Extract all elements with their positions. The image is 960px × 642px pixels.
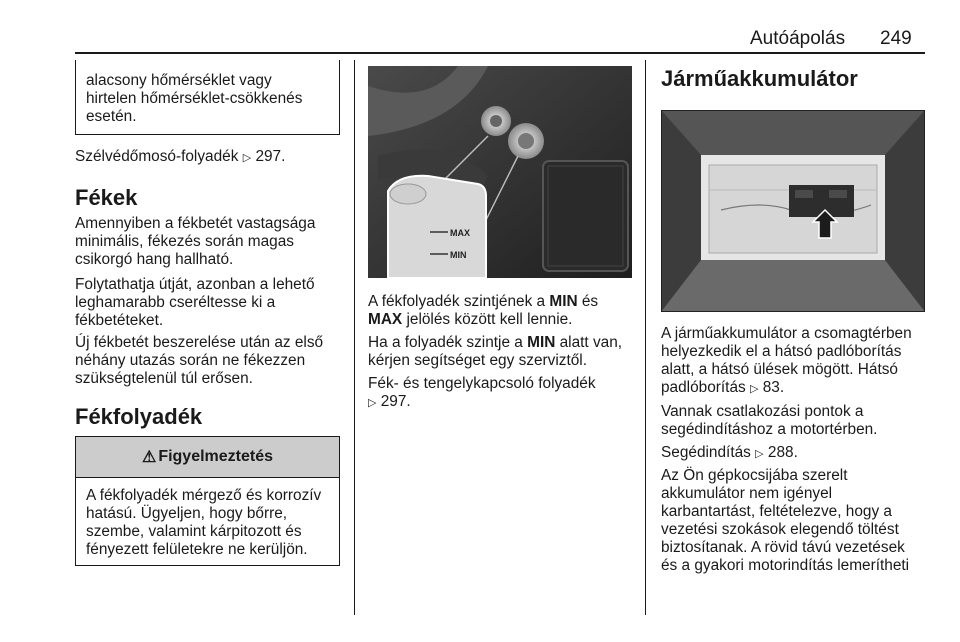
brakes-line: leghamarabb cseréltesse ki a xyxy=(75,294,276,311)
column-divider xyxy=(354,60,355,615)
warning-title: Figyelmeztetés xyxy=(158,448,274,465)
running-header-title: Autóápolás xyxy=(750,28,846,49)
arrow-ref-icon: ▷ xyxy=(750,382,759,395)
arrow-ref-icon: ▷ xyxy=(755,447,764,460)
header-rule xyxy=(75,52,925,54)
brakes-line: Új fékbetét beszerelése után az első xyxy=(75,334,324,351)
low-level-line: kérjen segítséget egy szerviztől. xyxy=(368,352,587,369)
battery-line: alatt, a hátsó ülések mögött. Hátsó xyxy=(661,361,898,378)
box-line: alacsony hőmérséklet vagy xyxy=(86,72,272,89)
low-level-line: Ha a folyadék szintje a MIN alatt van, xyxy=(368,334,623,351)
page-number: 249 xyxy=(880,28,912,49)
jump-start-reference: Segédindítás ▷ 288. xyxy=(661,444,798,461)
max-label: MAX xyxy=(368,311,403,328)
washer-text: Szélvédőmosó-folyadék xyxy=(75,148,239,165)
arrow-ref-icon: ▷ xyxy=(368,396,377,409)
battery-line: Vannak csatlakozási pontok a xyxy=(661,403,864,420)
column-divider xyxy=(645,60,646,615)
brakes-line: Folytathatja útját, azonban a lehető xyxy=(75,276,315,293)
washer-fluid-reference xyxy=(75,148,285,167)
brakes-line: fékbetéteket. xyxy=(75,312,164,329)
continued-warning-box xyxy=(75,60,340,135)
battery-line: és a gyakori motorindítás lemerítheti xyxy=(661,557,910,574)
battery-line: karbantartást, feltételezve, hogy a xyxy=(661,503,892,520)
box-line: esetén. xyxy=(86,108,137,125)
warning-line: A fékfolyadék mérgező és korrozív xyxy=(86,487,322,504)
warning-line: szembe, valamint kárpitozott és xyxy=(86,523,302,540)
min-mark-label: MIN xyxy=(450,250,467,260)
min-label: MIN xyxy=(549,293,578,310)
max-mark-label: MAX xyxy=(450,228,470,238)
battery-line: vezetési szokások elegendő töltést xyxy=(661,521,899,538)
brakes-line: csikorgó hang hallható. xyxy=(75,251,234,268)
battery-line: akkumulátor nem igényel xyxy=(661,485,833,502)
battery-location-image xyxy=(661,110,925,312)
brakes-line: néhány utazás során ne fékezzen xyxy=(75,352,306,369)
warning-box xyxy=(75,436,340,566)
warning-line: fényezett felületekre ne kerüljön. xyxy=(86,541,308,558)
fluid-level-line: A fékfolyadék szintjének a MIN és xyxy=(368,293,599,310)
brake-clutch-fluid-ref: ▷ 297. xyxy=(368,393,411,410)
battery-line: biztosítanak. A rövid távú vezetések xyxy=(661,539,905,556)
washer-ref-page: 297. xyxy=(255,148,286,165)
box-line: hirtelen hőmérséklet-csökkenés xyxy=(86,90,303,107)
fluid-level-line: MAX jelölés között kell lennie. xyxy=(368,311,573,328)
heading-brakes: Fékek xyxy=(75,185,138,210)
heading-brake-fluid: Fékfolyadék xyxy=(75,404,203,429)
warning-triangle-icon: ⚠ xyxy=(141,449,157,466)
brakes-line: minimális, fékezés során magas xyxy=(75,233,294,250)
warning-header xyxy=(76,437,339,478)
battery-line: helyezkedik el a hátsó padlóborítás xyxy=(661,343,902,360)
battery-line: segédindításhoz a motortérben. xyxy=(661,421,878,438)
warning-line: hatású. Ügyeljen, hogy bőrre, xyxy=(86,505,288,522)
brake-clutch-fluid-line: Fék- és tengelykapcsoló folyadék xyxy=(368,375,596,392)
heading-battery: Járműakkumulátor xyxy=(661,66,858,91)
brakes-line: Amennyiben a fékbetét vastagsága xyxy=(75,215,316,232)
arrow-ref-icon: ▷ xyxy=(242,151,252,164)
battery-line: padlóborítás ▷ 83. xyxy=(661,379,785,396)
battery-line: A járműakkumulátor a csomagtérben xyxy=(661,325,912,342)
brakes-line: szükségtelenül túl erősen. xyxy=(75,370,253,387)
min-label: MIN xyxy=(527,334,556,351)
brake-fluid-reservoir-image xyxy=(368,66,632,278)
battery-line: Az Ön gépkocsijába szerelt xyxy=(661,467,848,484)
